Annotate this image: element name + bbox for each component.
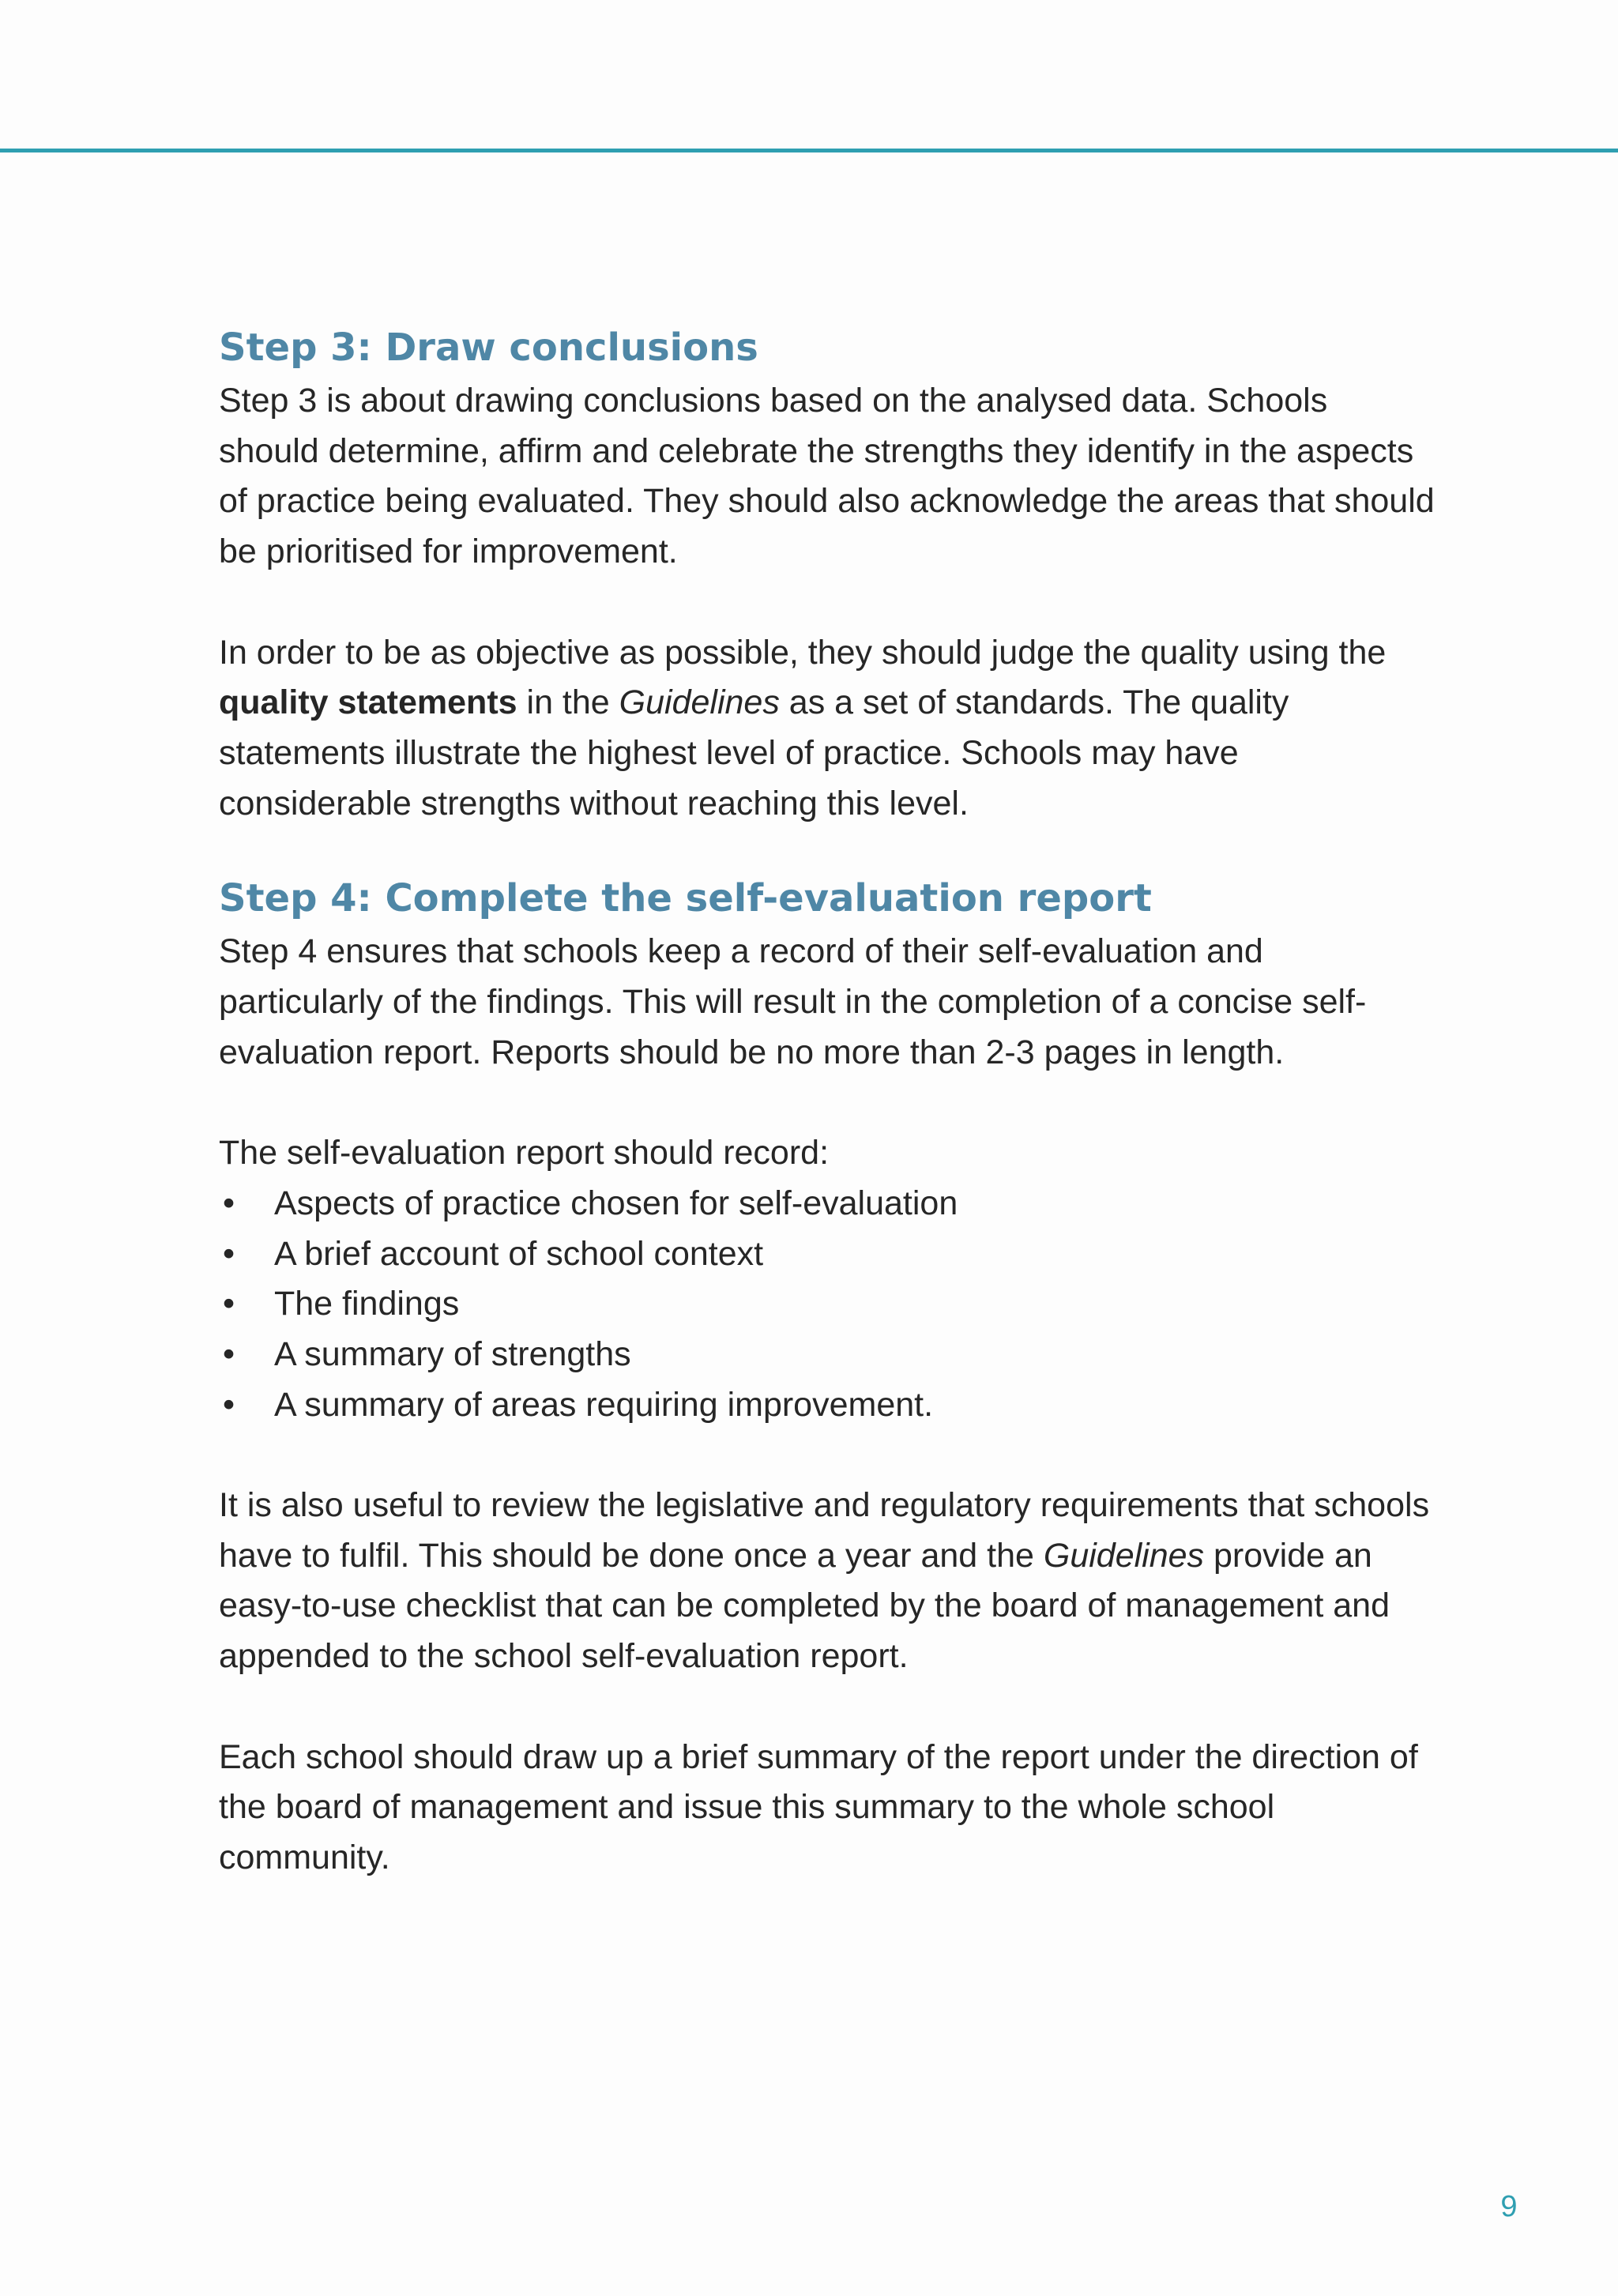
step3-paragraph-2-text-b: in the	[517, 683, 619, 722]
list-item	[219, 1380, 1436, 1431]
step4-paragraph-2-text-b: provide an easy-to-use checklist that can be completed by the board of management and appended to the school self-evaluation report.	[219, 1536, 1390, 1676]
bullet-icon: •	[223, 1234, 235, 1273]
bullet-icon: •	[223, 1184, 235, 1222]
guidelines-title: Guidelines	[619, 683, 780, 722]
list-item-text: The findings	[274, 1285, 460, 1323]
step3-paragraph-2	[219, 628, 1436, 830]
paragraph-gap	[219, 578, 1436, 628]
page-content	[219, 319, 1436, 1884]
report-contents-list	[219, 1179, 1436, 1431]
step3-paragraph-2-text-c: as a set of standards. The quality statements illustrate the highest level of practice. Schools may have considerable strengths without reaching this level.	[219, 683, 1289, 822]
list-item-text: Aspects of practice chosen for self-evaluation	[274, 1184, 958, 1222]
quality-statements-term: quality statements	[219, 683, 517, 722]
bullet-icon: •	[223, 1285, 235, 1323]
bullet-icon: •	[223, 1334, 235, 1373]
step3-paragraph-2-text-a: In order to be as objective as possible, they should judge the quality using the	[219, 633, 1387, 672]
step3-paragraph-1: Step 3 is about drawing conclusions based on the analysed data. Schools should determine, affirm and celebrate the strengths they identify in the aspects of practice being evaluated. They should also acknowledge the areas that should be prioritised for improvement.	[219, 382, 1435, 571]
step4-paragraph-3: Each school should draw up a brief summary of the report under the direction of the board of management and issue this summary to the whole school community.	[219, 1737, 1418, 1876]
page-number: 9	[1500, 2190, 1518, 2223]
step4-list-intro: The self-evaluation report should record:	[219, 1134, 830, 1172]
list-item-text: A brief account of school context	[274, 1234, 764, 1273]
section-gap	[219, 829, 1436, 870]
step3-heading: Step 3: Draw conclusions	[219, 326, 758, 370]
step4-paragraph-1: Step 4 ensures that schools keep a record of their self-evaluation and particularly of the findings. This will result in the completion of a concise self-evaluation report. Reports should be no more than 2-3 pages in length.	[219, 932, 1367, 1071]
step4-paragraph-2-text-a: It is also useful to review the legislative and regulatory requirements that schools have to fulfil. This should be done once a year and the	[219, 1486, 1430, 1575]
list-item	[219, 1330, 1436, 1380]
step4-paragraph-2	[219, 1481, 1436, 1682]
list-item-text: A summary of strengths	[274, 1334, 631, 1373]
paragraph-gap	[219, 1682, 1436, 1733]
top-rule	[0, 149, 1618, 152]
guidelines-title: Guidelines	[1043, 1536, 1205, 1575]
list-item-text: A summary of areas requiring improvement.	[274, 1385, 934, 1424]
bullet-icon: •	[223, 1385, 235, 1424]
list-item	[219, 1179, 1436, 1229]
list-item	[219, 1279, 1436, 1330]
step4-heading: Step 4: Complete the self-evaluation report	[219, 876, 1152, 921]
list-item	[219, 1229, 1436, 1280]
paragraph-gap	[219, 1078, 1436, 1128]
paragraph-gap	[219, 1430, 1436, 1481]
